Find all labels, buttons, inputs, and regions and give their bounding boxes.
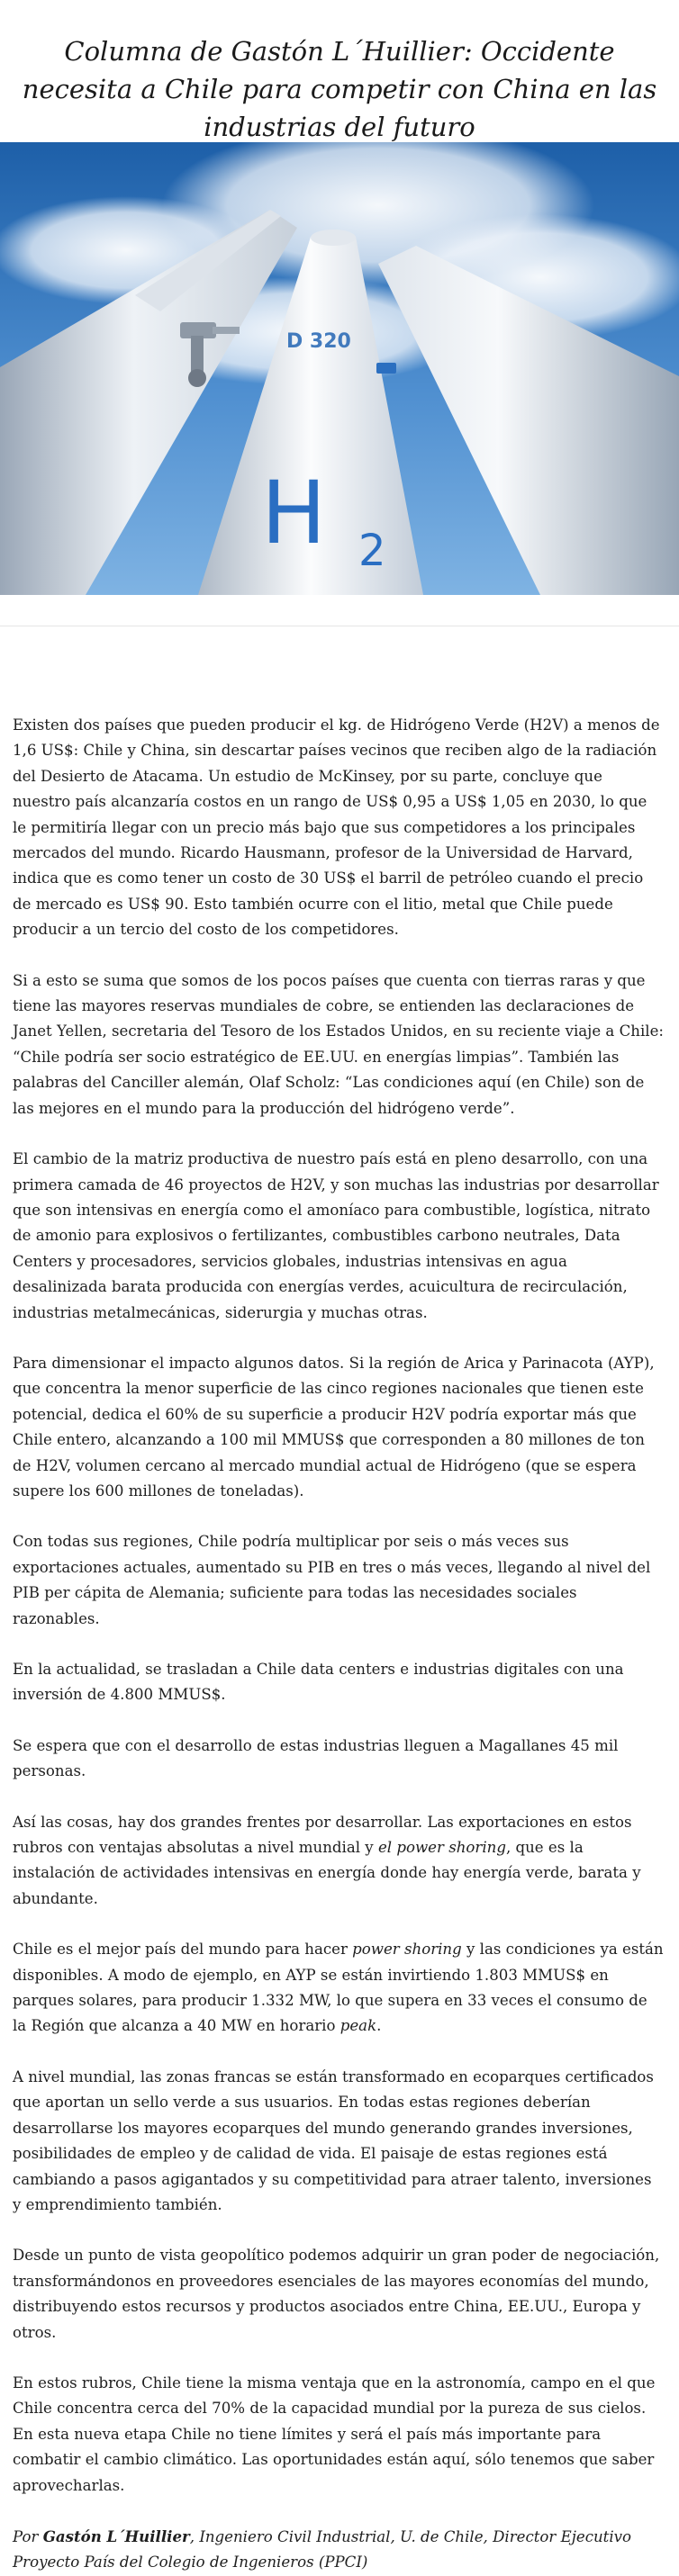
tank-h-subscript: 2: [358, 526, 386, 576]
paragraph-4: Para dimensionar el impacto algunos datos. Si la región de Arica y Parinacota (AYP), que concentra la menor superficie de las cinco regiones nacionales que tienen este potencial, dedica el 60% de su superficie a producir H2V podría exportar más que Chile entero, alcanzando a 100 mil MMUS$ que corresponden a 80 millones de ton de H2V, volumen cercano al mercado mundial actual de Hidrógeno (que se espera supere los 600 millones de toneladas).: [13, 1354, 655, 1500]
paragraph-1: Existen dos países que pueden producir el kg. de Hidrógeno Verde (H2V) a menos de 1,6 US$: Chile y China, sin descartar países vecinos que reciben algo de la radiación del Desierto de Atacama. Un estudio de McKinsey, por su parte, concluye que nuestro país alcanzaría costos en un rango de US$ 0,95 a US$ 1,05 en 2030, lo que le permitiría llegar con un precio más bajo que sus competidores a los principales mercados del mundo. Ricardo Hausmann, profesor de la Universidad de Harvard, indica que es como tener un costo de 30 US$ el barril de petróleo cuando el precio de mercado es US$ 90. Esto también ocurre con el litio, metal que Chile puede producir a un tercio del costo de los competidores.: [13, 716, 660, 939]
hero-image: [0, 142, 679, 595]
paragraph-7: Se espera que con el desarrollo de estas industrias lleguen a Magallanes 45 mil personas.: [13, 1736, 619, 1780]
tank-h-label: H: [261, 463, 327, 563]
paragraph-10: A nivel mundial, las zonas francas se están transformado en ecoparques certificados que aportan un sello verde a sus usuarios. En todas estas regiones deberían desarrollarse los mayores ecoparques del mundo generando grandes inversiones, posibilidades de empleo y de calidad de vida. El paisaje de estas regiones está cambiando a pasos agigantados y su competitividad para atraer talento, inversiones y emprendimiento también.: [13, 2067, 654, 2213]
paragraph-12: En estos rubros, Chile tiene la misma ventaja que en la astronomía, campo en el que Chile concentra cerca del 70% de la capacidad mundial por la pureza de sus cielos. En esta nueva etapa Chile no tiene límites y será el país más importante para combatir el cambio climático. Las oportunidades están aquí, sólo tenemos que saber aprovecharlas.: [13, 2373, 656, 2494]
paragraph-6: En la actualidad, se trasladan a Chile data centers e industrias digitales con una inversión de 4.800 MMUS$.: [13, 1661, 624, 1704]
article-body: [13, 713, 665, 2576]
paragraph-3: El cambio de la matriz productiva de nuestro país está en pleno desarrollo, con una primera camada de 46 proyectos de H2V, y son muchas las industrias por desarrollar que son intensivas en energía como el amoníaco para combustible, logística, nitrato de amonio para explosivos o fertilizantes, combustibles carbono neutrales, Data Centers y procesadores, servicios globales, industrias intensivas en agua desalinizada barata producida con energías verdes, acuicultura de recirculación, industrias metalmecánicas, siderurgia y muchas otras.: [13, 1150, 659, 1321]
paragraph-8: Así las cosas, hay dos grandes frentes por desarrollar. Las exportaciones en estos rubros con ventajas absolutas a nivel mundial y el power shoring, que es la instalación de actividades intensivas en energía donde hay energía verde, barata y abundante.: [13, 1813, 641, 1907]
paragraph-11: Desde un punto de vista geopolítico podemos adquirir un gran poder de negociación, transformándonos en proveedores esenciales de las mayores economías del mundo, distribuyendo estos recursos y productos asociados entre China, EE.UU., Europa y otros.: [13, 2247, 660, 2341]
paragraph-5: Con todas sus regiones, Chile podría multiplicar por seis o más veces sus exportaciones actuales, aumentado su PIB en tres o más veces, llegando al nivel del PIB per cápita de Alemania; suficiente para todas las necesidades sociales razonables.: [13, 1533, 651, 1627]
paragraph-9: Chile es el mejor país del mundo para hacer power shoring y las condiciones ya están disponibles. A modo de ejemplo, en AYP se están invirtiendo 1.803 MMUS$ en parques solares, para producir 1.332 MW, lo que supera en 33 veces el consumo de la Región que alcanza a 40 MW en horario peak.: [13, 1941, 664, 2035]
paragraph-2: Si a esto se suma que somos de los pocos países que cuenta con tierras raras y que tiene las mayores reservas mundiales de cobre, se entienden las declaraciones de Janet Yellen, secretaria del Tesoro de los Estados Unidos, en su reciente viaje a Chile: “Chile podría ser socio estratégico de EE.UU. en energías limpias”. También las palabras del Canciller alemán, Olaf Scholz: “Las condiciones aquí (en Chile) son de las mejores en el mundo para la producción del hidrógeno verde”.: [13, 971, 665, 1117]
author-name: Gastón L´Huillier: [42, 2526, 190, 2545]
tank-code: D 320: [286, 330, 351, 353]
byline: Por Gastón L´Huillier, Ingeniero Civil Industrial, U. de Chile, Director Ejecutivo Proyecto País del Colegio de Ingenieros (PPCI): [13, 2526, 632, 2571]
article-title: Columna de Gastón L´Huillier: Occidente necesita a Chile para competir con China en las industrias del futuro: [22, 36, 657, 142]
